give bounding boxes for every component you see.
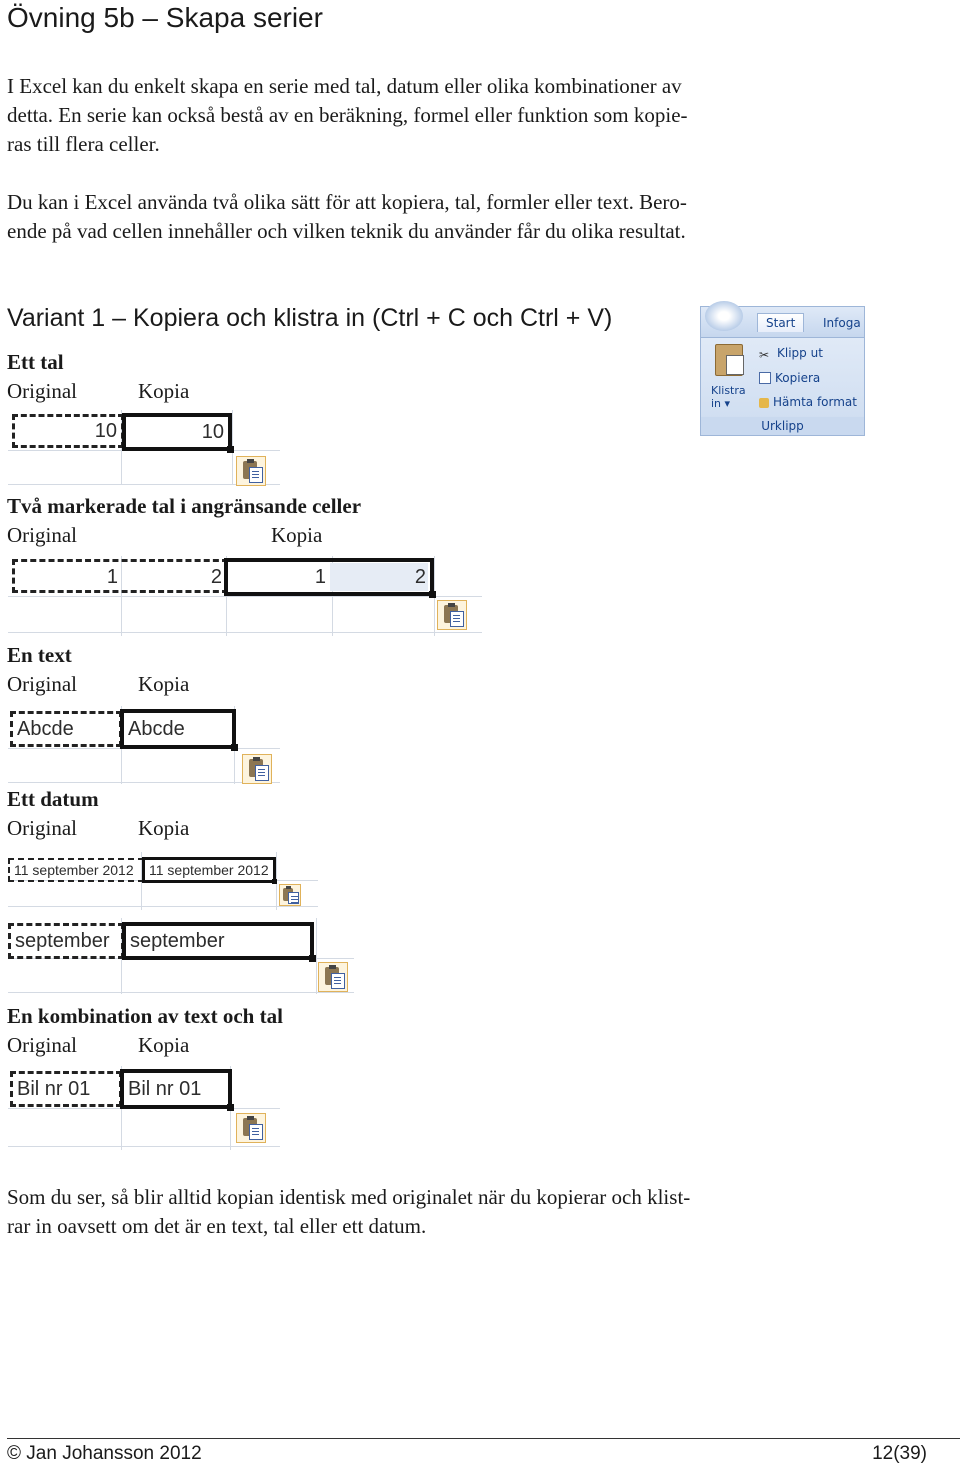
paste-options-icon[interactable] <box>437 600 467 630</box>
copy-icon <box>759 372 771 384</box>
cut-label: Klipp ut <box>777 346 823 360</box>
cell-copy-2[interactable]: september <box>122 922 314 960</box>
intro-line: detta. En serie kan också bestå av en beräkning, formel eller funktion som kopie- <box>7 103 688 127</box>
fill-handle[interactable] <box>272 879 277 884</box>
section-heading-datum: Ett datum <box>7 787 99 811</box>
paste-options-icon[interactable] <box>318 962 348 992</box>
section-heading-tva: Två markerade tal i angränsande celler <box>7 494 362 518</box>
paste-options-icon[interactable] <box>279 884 301 906</box>
conclusion-line: rar in oavsett om det är en text, tal eller ett datum. <box>7 1214 427 1238</box>
cell-copy-1[interactable]: 1 <box>314 565 326 588</box>
cell-original-2[interactable]: 2 <box>210 565 222 588</box>
office-button-icon[interactable] <box>705 301 743 331</box>
cell-original-1[interactable]: 1 <box>106 565 118 588</box>
copy-label: Kopiera <box>775 371 821 385</box>
conclusion-paragraph <box>7 1183 690 1241</box>
paste-label: Klistra <box>711 384 746 397</box>
original-label: Original <box>7 816 77 840</box>
intro-line: ras till flera celler. <box>7 132 160 156</box>
fill-handle[interactable] <box>227 1104 234 1111</box>
footer-page-number: 12(39) <box>872 1443 927 1464</box>
tab-infoga[interactable]: Infoga <box>823 316 861 330</box>
intro-line: I Excel kan du enkelt skapa en serie med tal, datum eller olika kombinationer av <box>7 74 682 98</box>
kopia-label: Kopia <box>138 1033 190 1057</box>
paste-options-icon[interactable] <box>242 754 272 784</box>
tab-start[interactable]: Start <box>757 313 804 332</box>
kopia-label: Kopia <box>138 816 190 840</box>
fill-handle[interactable] <box>309 955 316 962</box>
section-heading-text: En text <box>7 643 72 667</box>
copy-button[interactable] <box>759 371 820 385</box>
footer-copyright: © Jan Johansson 2012 <box>7 1443 202 1464</box>
fill-handle[interactable] <box>429 591 436 598</box>
paste-options-icon[interactable] <box>236 1113 266 1143</box>
section-heading-kombination: En kombination av text och tal <box>7 1004 283 1028</box>
cell-copy[interactable]: Bil nr 01 <box>120 1069 232 1109</box>
variant-heading: Variant 1 – Kopiera och klistra in (Ctrl + C och Ctrl + V) <box>7 304 613 332</box>
original-label: Original <box>7 1033 77 1057</box>
intro-paragraph <box>7 72 688 159</box>
format-painter-label: Hämta format <box>773 395 857 409</box>
cell-original[interactable]: Abcde <box>10 711 122 747</box>
brush-icon <box>759 398 769 408</box>
kopia-label: Kopia <box>138 672 190 696</box>
cell-original-2[interactable]: september <box>8 923 124 959</box>
footer-divider <box>7 1438 960 1439</box>
page-title: Övning 5b – Skapa serier <box>7 2 323 33</box>
cell-original[interactable]: 10 <box>12 414 124 448</box>
section-heading-tal: Ett tal <box>7 350 64 374</box>
intro-paragraph-2 <box>7 188 687 246</box>
cell-original[interactable]: 11 september 2012 <box>8 858 144 882</box>
format-painter-button[interactable] <box>759 395 857 409</box>
paste-dropdown-label: in ▾ <box>711 397 731 410</box>
ribbon-tabs <box>701 307 864 338</box>
original-label: Original <box>7 672 77 696</box>
cell-copy[interactable]: Abcde <box>120 709 236 749</box>
fill-handle[interactable] <box>227 446 234 453</box>
kopia-label: Kopia <box>271 523 323 547</box>
intro-line: ende på vad cellen innehåller och vilken teknik du använder får du olika resultat. <box>7 219 686 243</box>
paste-options-icon[interactable] <box>236 456 266 486</box>
scissors-icon: ✂ <box>759 348 770 362</box>
paste-icon <box>715 344 743 376</box>
cut-button[interactable] <box>759 346 823 360</box>
ribbon-clipboard-group <box>700 306 865 436</box>
kopia-label: Kopia <box>138 379 190 403</box>
intro-line: Du kan i Excel använda två olika sätt för att kopiera, tal, formler eller text. Bero- <box>7 190 687 214</box>
original-label: Original <box>7 379 77 403</box>
paste-button[interactable] <box>707 340 753 418</box>
cell-copy-2[interactable]: 2 <box>414 565 426 588</box>
original-label: Original <box>7 523 77 547</box>
fill-handle[interactable] <box>231 744 238 751</box>
cell-copy[interactable]: 10 <box>122 413 232 451</box>
conclusion-line: Som du ser, så blir alltid kopian identisk med originalet när du kopierar och klist- <box>7 1185 691 1209</box>
cell-original[interactable]: Bil nr 01 <box>10 1071 122 1107</box>
cell-copy[interactable]: 11 september 2012 <box>142 857 276 883</box>
group-label-urklipp: Urklipp <box>701 417 864 435</box>
